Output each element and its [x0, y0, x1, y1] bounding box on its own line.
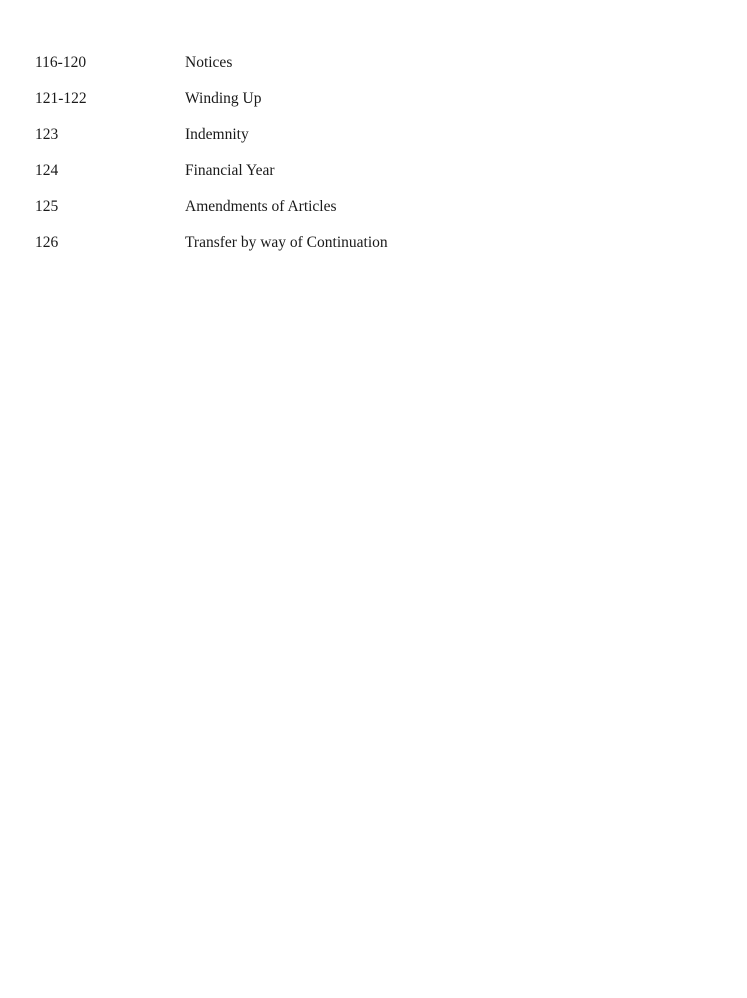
toc-row: [35, 125, 715, 161]
toc-row: [35, 197, 715, 233]
section-title: Amendments of Articles: [185, 198, 337, 215]
article-range: 123: [35, 126, 59, 143]
toc-row: [35, 161, 715, 197]
article-range: 126: [35, 234, 59, 251]
toc-row: [35, 233, 715, 269]
article-range: 121-122: [35, 90, 87, 107]
section-title: Winding Up: [185, 90, 262, 107]
article-range: 124: [35, 162, 59, 179]
article-range: 125: [35, 198, 59, 215]
section-title: Financial Year: [185, 162, 275, 179]
section-title: Transfer by way of Continuation: [185, 234, 388, 251]
section-title: Indemnity: [185, 126, 249, 143]
article-range: 116-120: [35, 54, 87, 71]
table-of-contents: [35, 53, 715, 269]
toc-row: [35, 89, 715, 125]
section-title: Notices: [185, 54, 233, 71]
toc-row: [35, 53, 715, 89]
